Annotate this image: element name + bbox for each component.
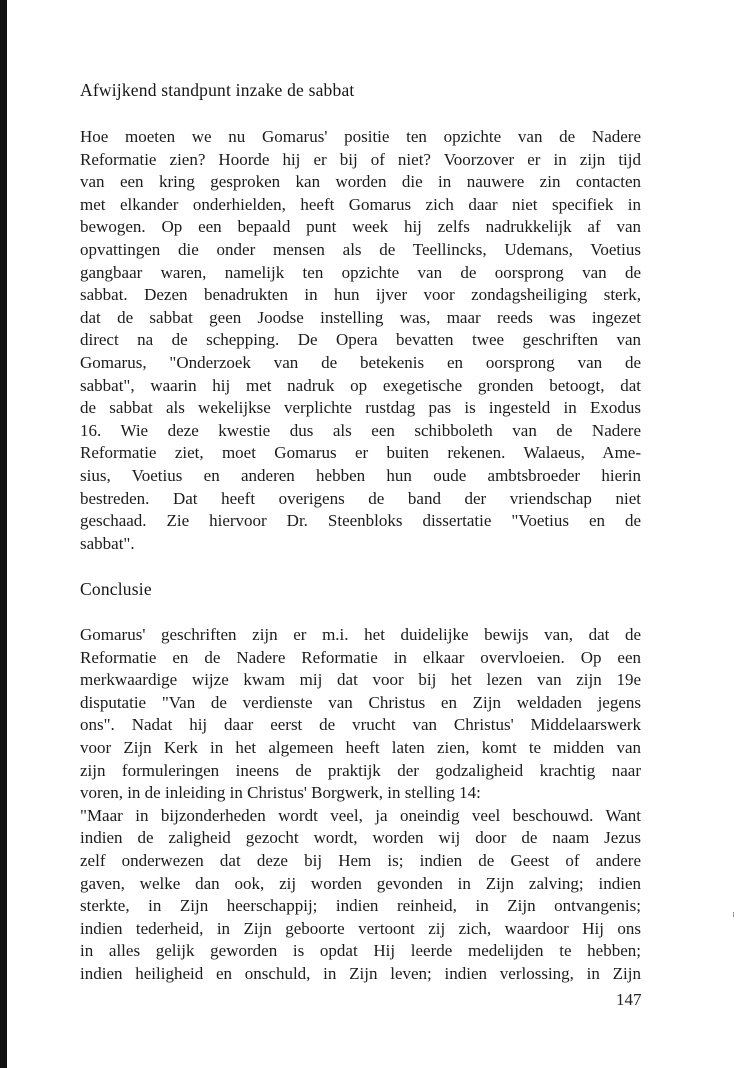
text-line: opvattingen die onder mensen als de Teellincks, Udemans, Voetius (80, 239, 641, 259)
text-line: Hoe moeten we nu Gomarus' positie ten opzichte van de Nadere (80, 127, 641, 146)
scan-left-edge (0, 0, 7, 1068)
text-line: sterkte, in Zijn heerschappij; indien reinheid, in Zijn ontvangenis; (80, 896, 641, 916)
text-line: zijn formuleringen ineens de praktijk der godzaligheid krachtig naar (80, 760, 641, 780)
text-line: direct na de schepping. De Opera bevatten twee geschriften van (80, 330, 641, 350)
text-line: disputatie "Van de verdienste van Christus en Zijn weldaden jegens (80, 692, 641, 712)
book-page (80, 0, 641, 1068)
section-heading-sabbat: Afwijkend standpunt inzake de sabbat (80, 80, 355, 100)
text-line: bestreden. Dat heeft overigens de band der vriendschap niet (80, 488, 641, 508)
text-line: de sabbat als wekelijkse verplichte rustdag pas is ingesteld in Exodus (80, 398, 641, 418)
text-line: voren, in de inleiding in Christus' Borgwerk, in stelling 14: (80, 783, 481, 803)
text-line: sabbat". (80, 533, 135, 553)
text-line: merkwaardige wijze kwam mij dat voor bij het lezen van zijn 19e (80, 670, 641, 690)
text-line: indien tederheid, in Zijn geboorte vertoont zij zich, waardoor Hij ons (80, 918, 641, 938)
text-line: sius, Voetius en anderen hebben hun oude ambtsbroeder hierin (80, 465, 641, 485)
text-line: indien heiligheid en onschuld, in Zijn leven; indien verlossing, in Zijn (80, 963, 641, 983)
text-line: Reformatie ziet, moet Gomarus er buiten rekenen. Walaeus, Ame- (80, 443, 641, 463)
text-line: ons". Nadat hij daar eerst de vrucht van Christus' Middelaarswerk (80, 715, 641, 735)
text-line: sabbat", waarin hij met nadruk op exegetische gronden betoogt, dat (80, 375, 641, 395)
text-line: Gomarus, "Onderzoek van de betekenis en oorsprong van de (80, 352, 641, 372)
text-line: met elkander onderhielden, heeft Gomarus zich daar niet specifiek in (80, 194, 641, 214)
text-line: zelf onderwezen dat deze bij Hem is; indien de Geest of andere (80, 850, 641, 870)
text-line: 16. Wie deze kwestie dus als een schibboleth van de Nadere (80, 420, 641, 440)
section-body-sabbat (80, 126, 641, 555)
text-line: bewogen. Op een bepaald punt week hij zelfs nadrukkelijk af van (80, 217, 641, 237)
section-body-conclusie (80, 624, 641, 986)
text-line: van een kring gesproken kan worden die in nauwere zin contacten (80, 172, 641, 192)
text-line: dat de sabbat geen Joodse instelling was, maar reeds was ingezet (80, 307, 641, 327)
text-line: gaven, welke dan ook, zij worden gevonden in Zijn zalving; indien (80, 873, 641, 893)
text-line: "Maar in bijzonderheden wordt veel, ja oneindig veel beschouwd. Want (80, 805, 641, 825)
text-line: voor Zijn Kerk in het algemeen heeft laten zien, komt te midden van (80, 737, 641, 757)
scan-speck (733, 912, 734, 917)
text-line: in alles gelijk geworden is opdat Hij leerde medelijden te hebben; (80, 941, 641, 961)
text-line: indien de zaligheid gezocht wordt, worden wij door de naam Jezus (80, 828, 641, 848)
text-line: gangbaar waren, namelijk ten opzichte van de oorsprong van de (80, 262, 641, 282)
page-number: 147 (616, 990, 642, 1009)
text-line: Reformatie zien? Hoorde hij er bij of niet? Voorzover er in zijn tijd (80, 149, 641, 169)
text-line: geschaad. Zie hiervoor Dr. Steenbloks dissertatie "Voetius en de (80, 511, 641, 531)
text-line: Reformatie en de Nadere Reformatie in elkaar overvloeien. Op een (80, 647, 641, 667)
text-line: Gomarus' geschriften zijn er m.i. het duidelijke bewijs van, dat de (80, 625, 641, 644)
section-heading-conclusie: Conclusie (80, 579, 152, 599)
text-line: sabbat. Dezen benadrukten in hun ijver voor zondagsheiliging sterk, (80, 285, 641, 305)
